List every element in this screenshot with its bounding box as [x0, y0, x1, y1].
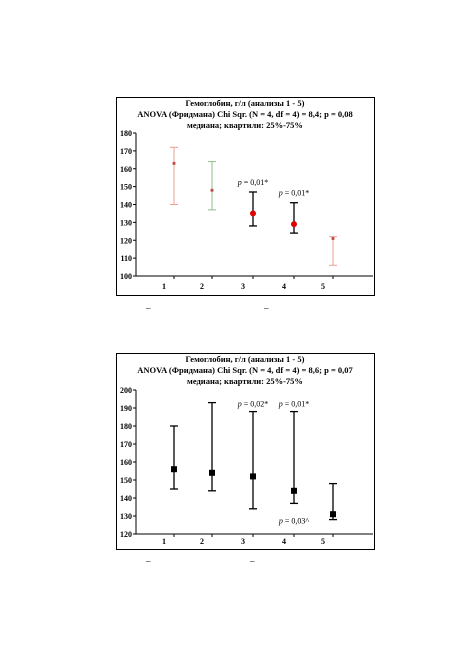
y-tick-label: 180 — [120, 129, 132, 138]
footer-dash: – — [264, 303, 269, 313]
x-tick-label: 1 — [162, 537, 166, 546]
y-tick-label: 140 — [120, 494, 132, 503]
median-marker — [330, 511, 336, 517]
p-value-annotation: p = 0,01* — [278, 188, 310, 198]
x-tick-label: 4 — [282, 282, 286, 291]
p-value-annotation-low: p = 0,03^ — [278, 516, 310, 526]
x-tick-label: 3 — [241, 282, 245, 291]
y-tick-label: 170 — [120, 440, 132, 449]
chart-title-line: ANOVA (Фридмана) Chi Sqr. (N = 4, df = 4) = 8,4; p = 0,08 — [137, 109, 353, 119]
median-marker — [291, 488, 297, 494]
y-tick-label: 200 — [120, 386, 132, 395]
chart-2 — [120, 354, 373, 546]
y-tick-label: 160 — [120, 164, 132, 174]
p-value-annotation: p = 0,01* — [237, 177, 269, 187]
y-tick-label: 190 — [120, 404, 132, 413]
y-tick-label: 120 — [120, 236, 132, 246]
chart-title-line: медиана; квартили: 25%-75% — [187, 120, 303, 130]
y-tick-label: 110 — [120, 254, 132, 264]
median-marker — [210, 189, 213, 192]
median-marker — [250, 210, 256, 216]
x-tick-label: 2 — [200, 282, 204, 291]
median-marker — [291, 221, 297, 227]
y-tick-label: 130 — [120, 512, 132, 521]
y-tick-label: 150 — [120, 476, 132, 485]
median-marker — [209, 470, 215, 476]
footer-dash: – — [250, 556, 255, 566]
x-tick-label: 5 — [321, 537, 325, 546]
y-tick-label: 120 — [120, 530, 132, 539]
p-value-annotation: p = 0,01* — [278, 399, 310, 409]
footer-dash: – — [146, 556, 151, 566]
median-marker — [172, 162, 175, 165]
y-tick-label: 160 — [120, 458, 132, 467]
y-tick-label: 130 — [120, 218, 132, 228]
y-tick-label: 100 — [120, 272, 132, 281]
x-tick-label: 3 — [241, 537, 245, 546]
chart-title-line: Гемоглобин, г/л (анализы 1 - 5) — [185, 354, 305, 364]
y-tick-label: 140 — [120, 200, 132, 210]
x-tick-label: 5 — [321, 282, 325, 291]
y-tick-label: 150 — [120, 182, 132, 192]
y-tick-label: 180 — [120, 422, 132, 431]
median-marker — [331, 237, 334, 240]
chart-title-line: медиана; квартили: 25%-75% — [187, 376, 303, 386]
x-tick-label: 1 — [162, 282, 166, 291]
chart-title-line: Гемоглобин, г/л (анализы 1 - 5) — [185, 98, 305, 108]
median-marker — [250, 473, 256, 479]
x-tick-label: 2 — [200, 537, 204, 546]
footer-dash: – — [146, 303, 151, 313]
chart-title-line: ANOVA (Фридмана) Chi Sqr. (N = 4, df = 4) = 8,6; p = 0,07 — [137, 365, 353, 375]
y-tick-label: 170 — [120, 146, 132, 156]
median-marker — [171, 466, 177, 472]
p-value-annotation: p = 0,02* — [237, 399, 269, 409]
x-tick-label: 4 — [282, 537, 286, 546]
chart-1 — [120, 98, 373, 291]
